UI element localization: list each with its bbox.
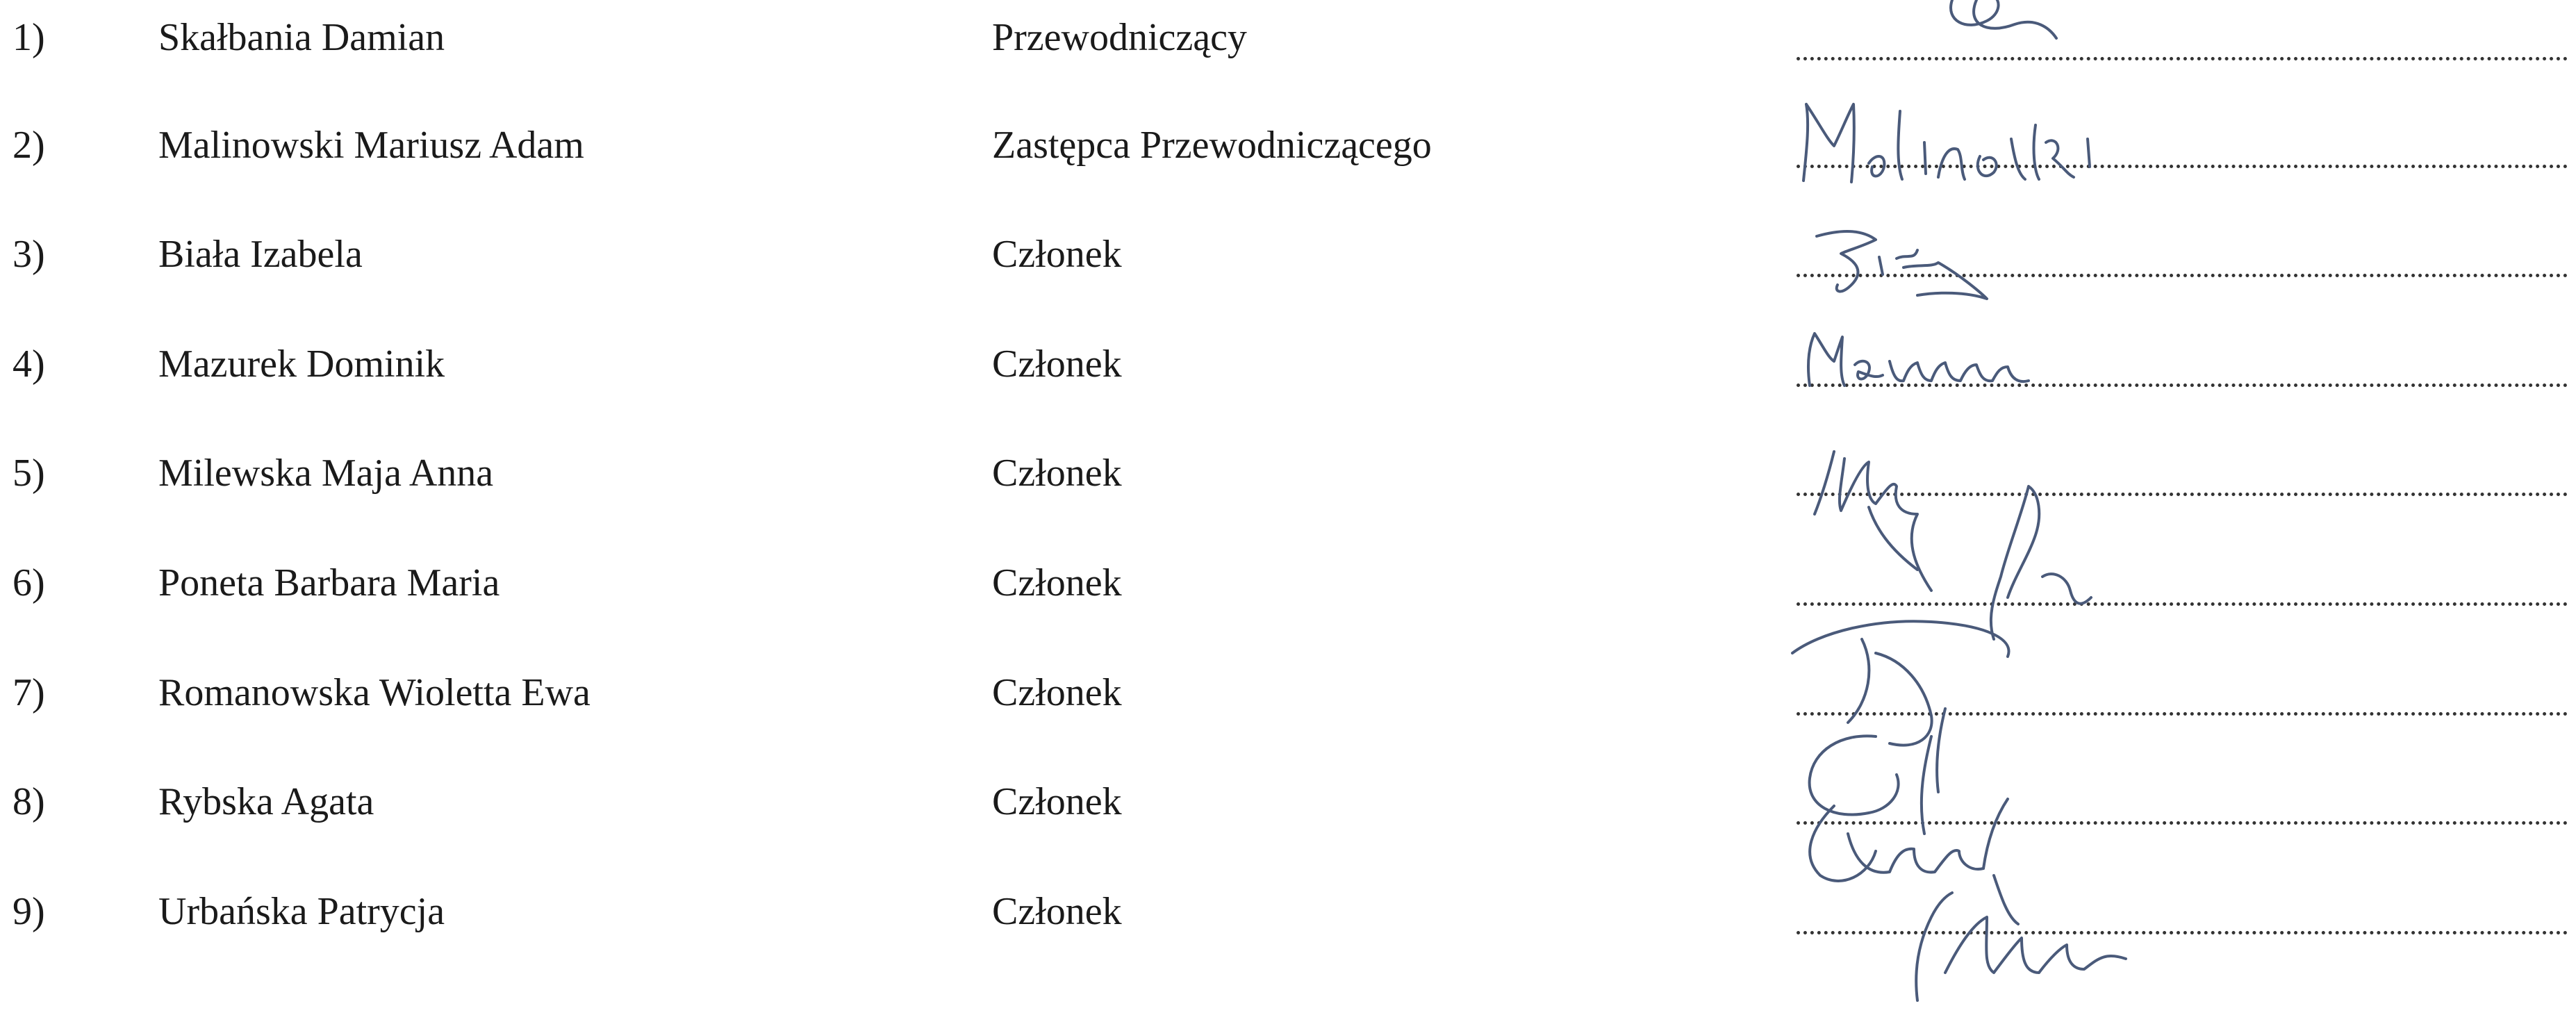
- member-number: 6): [13, 561, 45, 604]
- member-row-2: [0, 120, 2576, 217]
- member-row-8: [0, 777, 2576, 874]
- member-role: Członek: [992, 452, 1122, 495]
- member-role: Członek: [992, 561, 1122, 604]
- member-name: Milewska Maja Anna: [158, 452, 494, 495]
- member-row-5: [0, 448, 2576, 545]
- signature-line: [1797, 57, 2568, 60]
- member-number: 8): [13, 780, 45, 823]
- member-row-3: [0, 229, 2576, 327]
- signature-line: [1797, 384, 2568, 387]
- member-name: Biała Izabela: [158, 233, 363, 276]
- member-row-7: [0, 668, 2576, 765]
- member-row-9: [0, 887, 2576, 984]
- member-name: Romanowska Wioletta Ewa: [158, 671, 591, 714]
- member-name: Mazurek Dominik: [158, 343, 445, 386]
- member-name: Malinowski Mariusz Adam: [158, 124, 584, 167]
- member-number: 1): [13, 16, 45, 59]
- member-name: Rybska Agata: [158, 780, 374, 823]
- member-row-4: [0, 339, 2576, 436]
- member-role: Członek: [992, 890, 1122, 933]
- member-role: Członek: [992, 780, 1122, 823]
- signature-line: [1797, 821, 2568, 825]
- member-role: Członek: [992, 343, 1122, 386]
- member-number: 4): [13, 343, 45, 386]
- member-number: 5): [13, 452, 45, 495]
- signature-line: [1797, 274, 2568, 277]
- signature-line: [1797, 712, 2568, 716]
- member-number: 3): [13, 233, 45, 276]
- member-number: 7): [13, 671, 45, 714]
- member-row-6: [0, 558, 2576, 655]
- member-role: Zastępca Przewodniczącego: [992, 124, 1432, 167]
- member-name: Skałbania Damian: [158, 16, 445, 59]
- member-role: Przewodniczący: [992, 16, 1247, 59]
- member-role: Członek: [992, 233, 1122, 276]
- member-number: 2): [13, 124, 45, 167]
- member-name: Poneta Barbara Maria: [158, 561, 500, 604]
- signature-line: [1797, 165, 2568, 168]
- signature-line: [1797, 493, 2568, 496]
- member-name: Urbańska Patrycja: [158, 890, 445, 933]
- member-row-1: [0, 13, 2576, 110]
- member-number: 9): [13, 890, 45, 933]
- member-role: Członek: [992, 671, 1122, 714]
- signature-line: [1797, 931, 2568, 934]
- signature-line: [1797, 602, 2568, 606]
